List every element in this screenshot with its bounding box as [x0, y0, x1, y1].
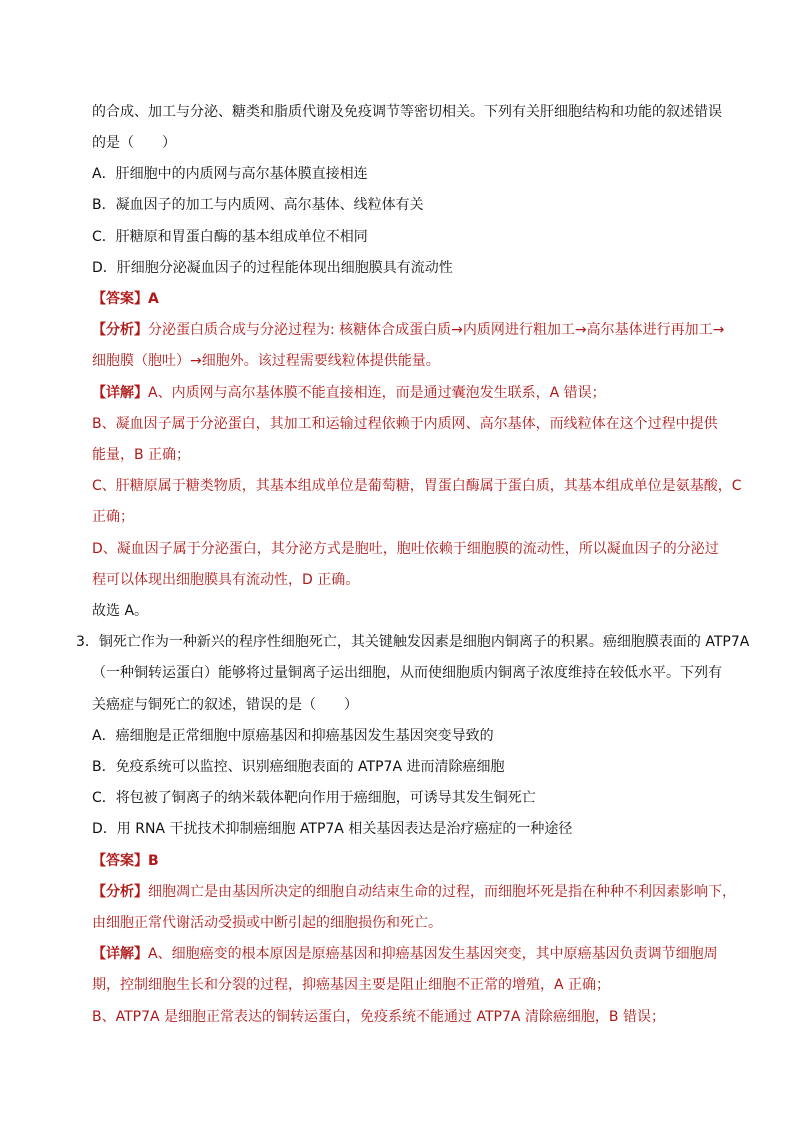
- detail-line: [92, 944, 718, 964]
- analysis-line: 由细胞正常代谢活动受损或中断引起的细胞损伤和死亡。: [92, 915, 442, 931]
- analysis-line: [92, 882, 736, 902]
- conclusion-line: 故选 A。: [92, 603, 149, 619]
- option-b: B．免疫系统可以监控、识别癌细胞表面的 ATP7A 进而清除癌细胞: [92, 759, 505, 775]
- analysis-line: 细胞膜（胞吐）→细胞外。该过程需要线粒体提供能量。: [92, 353, 440, 369]
- detail-tag: 【详解】: [92, 385, 148, 401]
- analysis-tag: 【分析】: [92, 322, 148, 338]
- detail-line: 程可以体现出细胞膜具有流动性，D 正确。: [92, 572, 360, 588]
- detail-line: 能量，B 正确；: [92, 447, 191, 463]
- answer-tag: 【答案】: [92, 291, 148, 307]
- question-3-stem: （一种铜转运蛋白）能够将过量铜离子运出细胞，从而使细胞质内铜离子浓度维持在较低水平。下列有: [92, 665, 722, 681]
- analysis-text: 分泌蛋白质合成与分泌过程为: 核糖体合成蛋白质→内质网进行粗加工→高尔基体进行再加工→: [148, 322, 725, 338]
- option-d: D．用 RNA 干扰技术抑制癌细胞 ATP7A 相关基因表达是治疗癌症的一种途径: [92, 821, 573, 837]
- analysis-text: 细胞凋亡是由基因所决定的细胞自动结束生命的过程，而细胞坏死是指在种种不利因素影响下，: [148, 884, 736, 900]
- analysis-line: [92, 320, 724, 340]
- detail-line: B、ATP7A 是细胞正常表达的铜转运蛋白，免疫系统不能通过 ATP7A 清除癌细胞，B 错误；: [92, 1009, 665, 1025]
- analysis-tag: 【分析】: [92, 884, 148, 900]
- detail-line: B、凝血因子属于分泌蛋白，其加工和运输过程依赖于内质网、高尔基体，而线粒体在这个过程中提供: [92, 416, 718, 432]
- detail-line: 期，控制细胞生长和分裂的过程，抑癌基因主要是阻止细胞不正常的增殖，A 正确；: [92, 977, 611, 993]
- option-c: C．将包被了铜离子的纳米载体靶向作用于癌细胞，可诱导其发生铜死亡: [92, 790, 536, 806]
- detail-text: A、内质网与高尔基体膜不能直接相连，而是通过囊泡发生联系，A 错误；: [148, 385, 606, 401]
- answer-tag: 【答案】: [92, 853, 148, 869]
- question-3-stem: 关癌症与铜死亡的叙述，错误的是（ ）: [92, 697, 358, 713]
- detail-line: D、凝血因子属于分泌蛋白，其分泌方式是胞吐，胞吐依赖于细胞膜的流动性，所以凝血因子的分泌过: [92, 541, 719, 557]
- question-stem-line: 的合成、加工与分泌、糖类和脂质代谢及免疫调节等密切相关。下列有关肝细胞结构和功能的叙述错误: [92, 104, 722, 120]
- detail-line: C、肝糖原属于糖类物质，其基本组成单位是葡萄糖，胃蛋白酶属于蛋白质，其基本组成单位是氨基酸，C: [92, 478, 742, 494]
- answer-line: [92, 289, 159, 309]
- detail-line: 正确；: [92, 509, 134, 525]
- option-b: B．凝血因子的加工与内质网、高尔基体、线粒体有关: [92, 197, 424, 213]
- option-a: A．肝细胞中的内质网与高尔基体膜直接相连: [92, 166, 368, 182]
- option-d: D．肝细胞分泌凝血因子的过程能体现出细胞膜具有流动性: [92, 260, 453, 276]
- detail-text: A、细胞癌变的根本原因是原癌基因和抑癌基因发生基因突变，其中原癌基因负责调节细胞周: [148, 946, 718, 962]
- answer-value: B: [148, 853, 159, 869]
- detail-tag: 【详解】: [92, 946, 148, 962]
- question-stem-line: 的是（ ）: [92, 135, 176, 151]
- answer-line: [92, 851, 159, 871]
- question-3-stem: 3．铜死亡作为一种新兴的程序性细胞死亡，其关键触发因素是细胞内铜离子的积累。癌细胞膜表面的 ATP7A: [76, 634, 750, 650]
- option-c: C．肝糖原和胃蛋白酶的基本组成单位不相同: [92, 229, 368, 245]
- answer-value: A: [148, 291, 159, 307]
- detail-line: [92, 383, 606, 403]
- option-a: A．癌细胞是正常细胞中原癌基因和抑癌基因发生基因突变导致的: [92, 728, 494, 744]
